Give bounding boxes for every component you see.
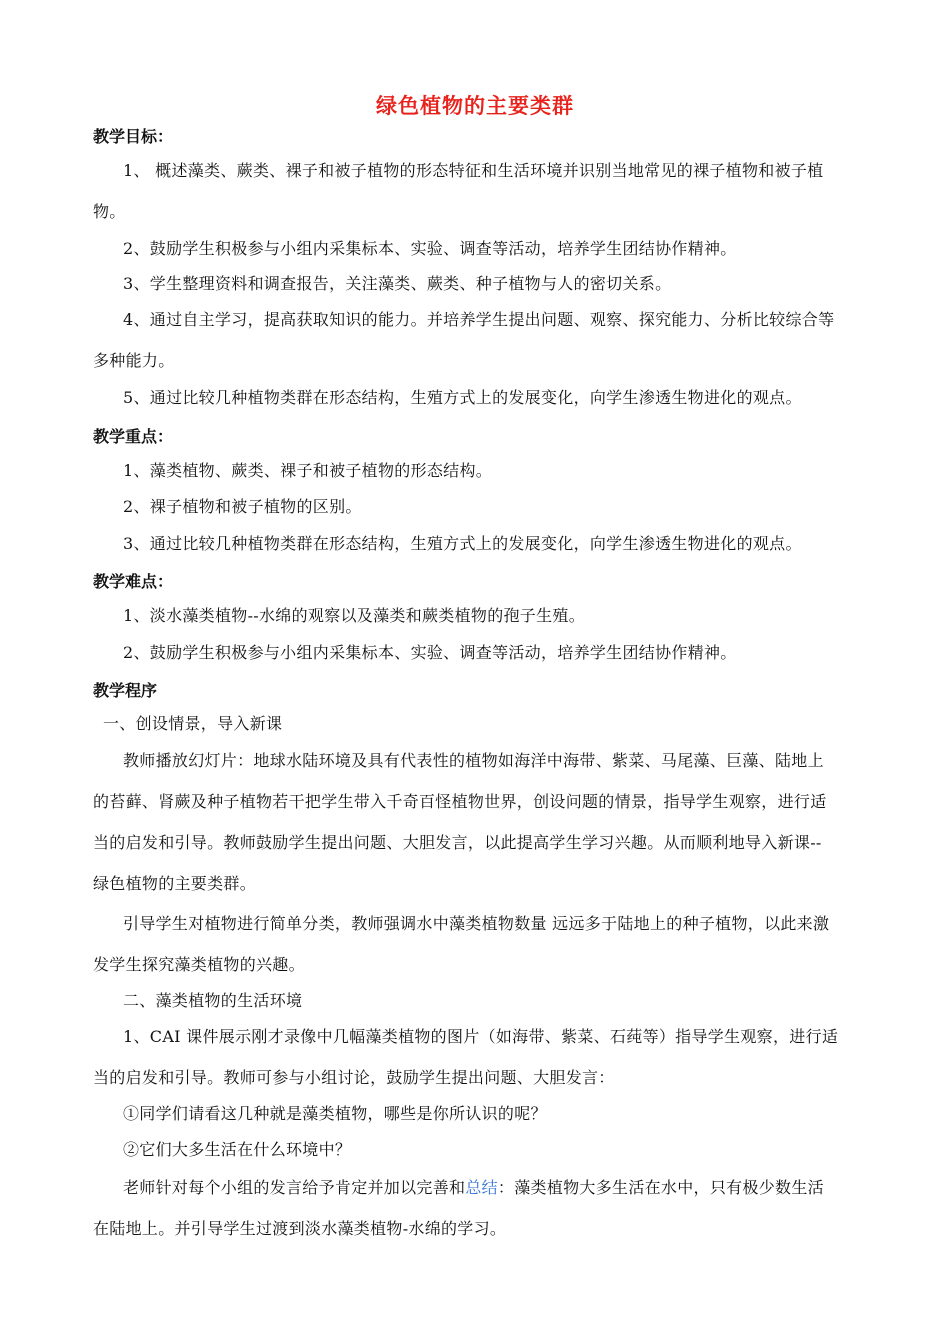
objective-4-line-1: 4、通过自主学习，提高获取知识的能力。并培养学生提出问题、观察、探究能力、分析比较综合等 bbox=[123, 310, 835, 329]
paragraph-1-line-2: 的苔藓、肾蕨及种子植物若干把学生带入千奇百怪植物世界，创设问题的情景，指导学生观察，进行适 bbox=[93, 792, 827, 811]
objective-1-line-2: 物。 bbox=[93, 202, 126, 221]
difficulty-2: 2、鼓励学生积极参与小组内采集标本、实验、调查等活动，培养学生团结协作精神。 bbox=[123, 643, 737, 662]
paragraph-4-line-2: 在陆地上。并引导学生过渡到淡水藻类植物-水绵的学习。 bbox=[93, 1219, 507, 1238]
question-1: ①同学们请看这几种就是藻类植物，哪些是你所认识的呢？ bbox=[123, 1104, 547, 1123]
objective-1-line-1: 1、 概述藻类、蕨类、裸子和被子植物的形态特征和生活环境并识别当地常见的裸子植物和被子植 bbox=[123, 161, 824, 180]
paragraph-2-line-2: 发学生探究藻类植物的兴趣。 bbox=[93, 955, 305, 974]
paragraph-4-text-start: 老师针对每个小组的发言给予肯定并加以完善和 bbox=[123, 1178, 466, 1197]
paragraph-1-line-1: 教师播放幻灯片：地球水陆环境及具有代表性的植物如海洋中海带、紫菜、马尾藻、巨藻、陆地上 bbox=[123, 751, 824, 770]
objective-5: 5、通过比较几种植物类群在形态结构，生殖方式上的发展变化，向学生渗透生物进化的观点。 bbox=[123, 388, 802, 407]
paragraph-4-text-end: ：藻类植物大多生活在水中，只有极少数生活 bbox=[497, 1178, 824, 1197]
question-2: ②它们大多生活在什么环境中？ bbox=[123, 1140, 352, 1159]
paragraph-3-line-2: 当的启发和引导。教师可参与小组讨论，鼓励学生提出问题、大胆发言： bbox=[93, 1068, 615, 1087]
objectives-heading: 教学目标： bbox=[93, 127, 174, 146]
paragraph-1-line-4: 绿色植物的主要类群。 bbox=[93, 874, 257, 893]
difficulties-heading: 教学难点： bbox=[93, 572, 174, 591]
section-1-title: 一、创设情景，导入新课 bbox=[103, 714, 283, 733]
summary-link[interactable]: 总结 bbox=[465, 1178, 498, 1197]
difficulty-1: 1、淡水藻类植物--水绵的观察以及藻类和蕨类植物的孢子生殖。 bbox=[123, 606, 585, 625]
paragraph-4-line-1 bbox=[123, 1175, 824, 1198]
paragraph-2-line-1: 引导学生对植物进行简单分类，教师强调水中藻类植物数量 远远多于陆地上的种子植物，以此来激 bbox=[123, 914, 830, 933]
objective-2: 2、鼓励学生积极参与小组内采集标本、实验、调查等活动，培养学生团结协作精神。 bbox=[123, 239, 737, 258]
paragraph-3-line-1: 1、CAI 课件展示刚才录像中几幅藻类植物的图片（如海带、紫菜、石莼等）指导学生观察，进行适 bbox=[123, 1027, 839, 1046]
key-point-3: 3、通过比较几种植物类群在形态结构，生殖方式上的发展变化，向学生渗透生物进化的观点。 bbox=[123, 534, 802, 553]
key-point-1: 1、藻类植物、蕨类、裸子和被子植物的形态结构。 bbox=[123, 461, 493, 480]
objective-3: 3、学生整理资料和调查报告，关注藻类、蕨类、种子植物与人的密切关系。 bbox=[123, 274, 672, 293]
objective-4-line-2: 多种能力。 bbox=[93, 351, 175, 370]
paragraph-1-line-3: 当的启发和引导。教师鼓励学生提出问题、大胆发言，以此提高学生学习兴趣。从而顺利地导入新课-- bbox=[93, 833, 822, 852]
key-point-2: 2、裸子植物和被子植物的区别。 bbox=[123, 497, 362, 516]
key-points-heading: 教学重点： bbox=[93, 427, 174, 446]
page-title: 绿色植物的主要类群 bbox=[376, 94, 574, 118]
section-2-title: 二、藻类植物的生活环境 bbox=[123, 991, 303, 1010]
procedure-heading: 教学程序 bbox=[93, 681, 158, 700]
